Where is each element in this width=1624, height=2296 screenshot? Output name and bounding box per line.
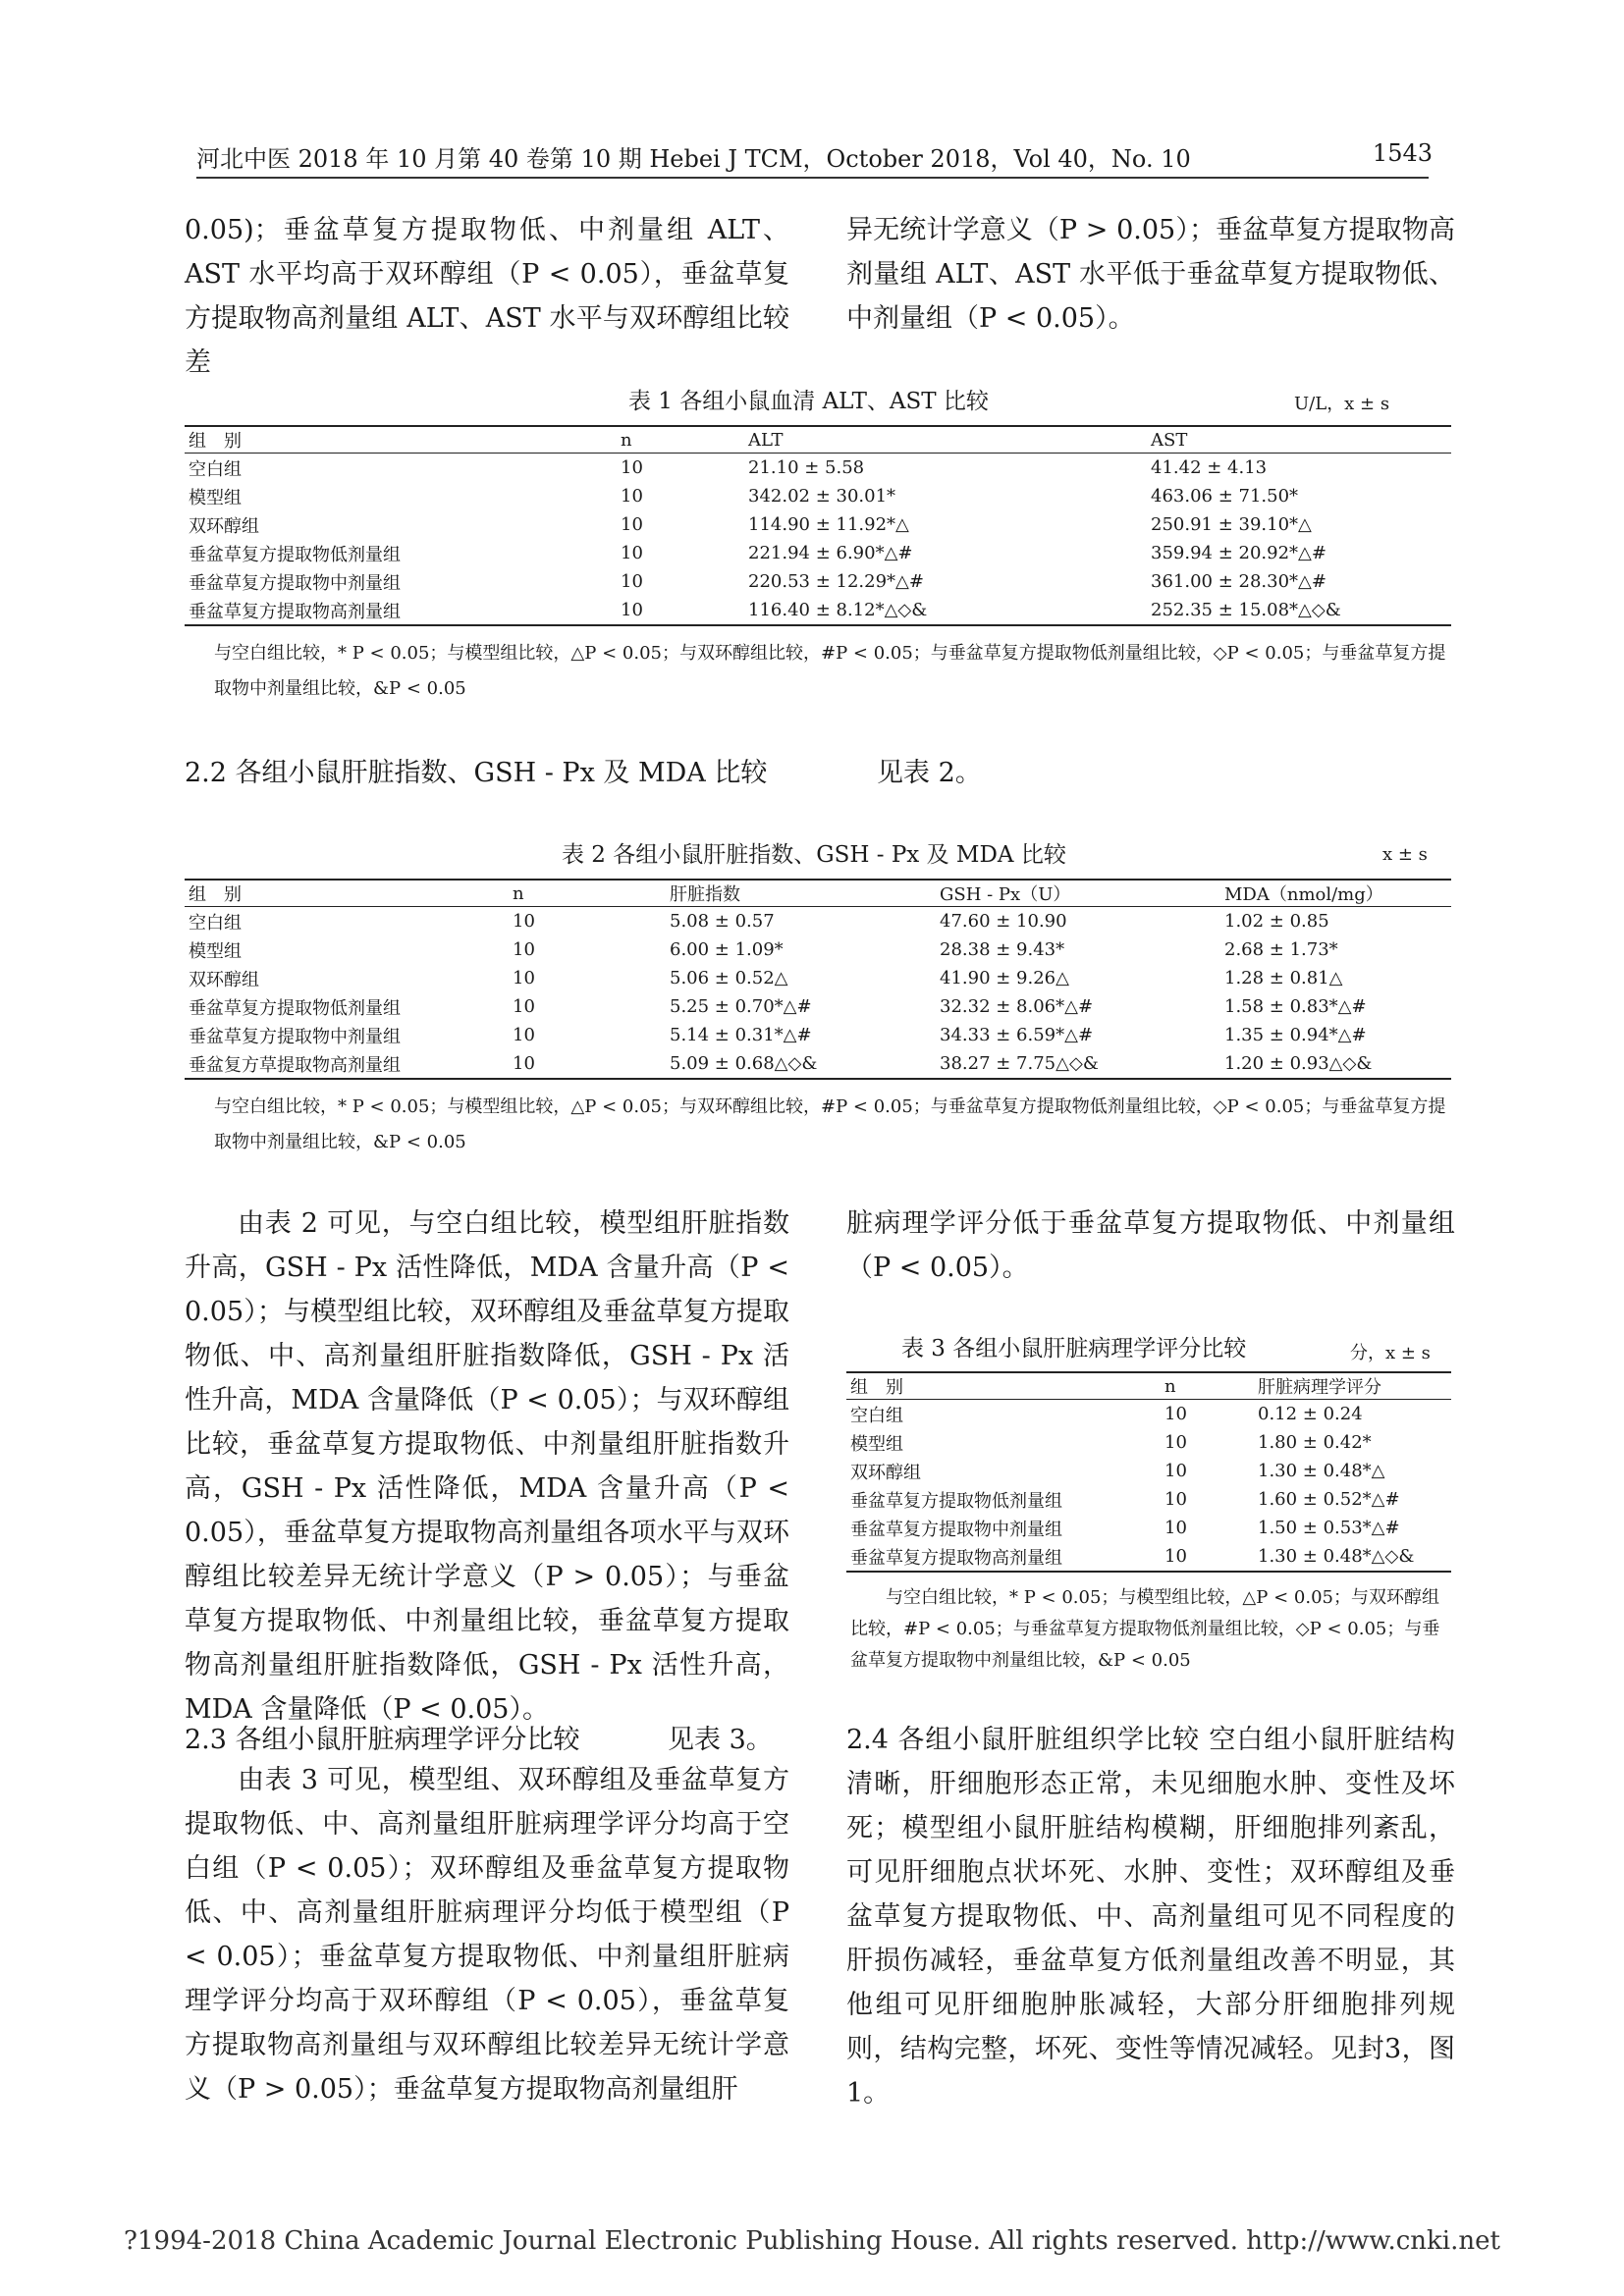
copyright-footer: ?1994-2018 China Academic Journal Electronic Publishing House. All rights reserved. http://www.cnki.net: [124, 2226, 1500, 2256]
table-row: [185, 935, 1451, 964]
table1-cell: 359.94 ± 20.92*△#: [1151, 543, 1326, 563]
table2-header-cell: 肝脏指数: [666, 880, 936, 907]
table2-cell: 6.00 ± 1.09*: [670, 939, 784, 960]
table3-header-row: [846, 1372, 1451, 1400]
section-2-3-title: 2.3 各组小鼠肝脏病理学评分比较: [185, 1725, 580, 1755]
table1-cell: 252.35 ± 15.08*△◇&: [1147, 596, 1451, 625]
table2-header-cell: GSH - Px（U）: [936, 880, 1220, 907]
table2-cell: 垂盆草复方提取物中剂量组: [189, 1026, 401, 1047]
table2-cell: 34.33 ± 6.59*△#: [940, 1025, 1094, 1045]
table3-caption: 表 3 各组小鼠肝脏病理学评分比较: [901, 1336, 1247, 1362]
table-row: [185, 510, 1451, 539]
table1-header-cell: AST: [1147, 426, 1451, 454]
table-row: [846, 1457, 1451, 1485]
header-rule: [196, 177, 1429, 179]
table2-cell: 28.38 ± 9.43*: [940, 939, 1065, 960]
table2: [185, 879, 1451, 1080]
table1-cell: 空白组: [189, 458, 242, 480]
table3: [846, 1371, 1451, 1573]
table3-cell: 1.60 ± 0.52*△#: [1258, 1489, 1400, 1510]
table3-cell: 1.30 ± 0.48*△◇&: [1254, 1542, 1451, 1572]
table-row: [846, 1485, 1451, 1514]
page-header: [0, 0, 1624, 177]
table2-cell: 5.14 ± 0.31*△#: [670, 1025, 812, 1045]
table3-body: [846, 1400, 1451, 1573]
table2-cell: 2.68 ± 1.73*: [1224, 939, 1338, 960]
table2-cell: 模型组: [189, 940, 242, 962]
table2-caption: 表 2 各组小鼠肝脏指数、GSH - Px 及 MDA 比较: [562, 842, 1066, 868]
table3-cell: 10: [1164, 1489, 1187, 1510]
table2-cell: 38.27 ± 7.75△◇&: [936, 1049, 1220, 1079]
table-row: [185, 1049, 1451, 1079]
table3-cell: 1.30 ± 0.48*△: [1258, 1461, 1385, 1481]
table3-cell: 空白组: [850, 1405, 903, 1426]
table2-cell: 10: [513, 1025, 535, 1045]
table-row: [185, 539, 1451, 567]
table1-cell: 10: [621, 457, 643, 478]
table1-header-cell: n: [617, 426, 744, 454]
table2-cell: 空白组: [189, 912, 242, 934]
table-row: [846, 1514, 1451, 1542]
table-row: [185, 964, 1451, 992]
table-row: [846, 1400, 1451, 1429]
table3-cell: 垂盆草复方提取物高剂量组: [846, 1542, 1161, 1572]
table1-note: 与空白组比较，* P < 0.05；与模型组比较，△P < 0.05；与双环醇组比较，#P < 0.05；与垂盆草复方提取物低剂量组比较，◇P < 0.05；与垂盆草复方提取物中剂量组比较，&P < 0.05: [214, 643, 1446, 699]
table2-cell: 41.90 ± 9.26△: [940, 968, 1069, 988]
table1-header-cell: 组 别: [185, 426, 617, 454]
table2-cell: 1.58 ± 0.83*△#: [1224, 996, 1367, 1017]
table3-cell: 10: [1164, 1432, 1187, 1453]
table1-cell: 220.53 ± 12.29*△#: [748, 571, 924, 592]
table-row: [185, 992, 1451, 1021]
table2-header-cell: 组 别: [185, 880, 509, 907]
table-row: [185, 596, 1451, 625]
table2-body: [185, 907, 1451, 1080]
table1-cell: 114.90 ± 11.92*△: [748, 514, 909, 535]
table2-cell: 5.08 ± 0.57: [670, 911, 775, 932]
table2-cell: 1.02 ± 0.85: [1224, 911, 1329, 932]
table-row: [846, 1428, 1451, 1457]
table2-cell: 32.32 ± 8.06*△#: [940, 996, 1094, 1017]
table-row: [185, 567, 1451, 596]
section-2-4-paragraph: 2.4 各组小鼠肝脏组织学比较 空白组小鼠肝脏结构清晰，肝细胞形态正常，未见细胞水肿、变性及坏死；模型组小鼠肝脏结构模糊，肝细胞排列紊乱，可见肝细胞点状坏死、水肿、变性；双环醇组及垂盆草复方提取物低、中、高剂量组可见不同程度的肝损伤减轻，垂盆草复方低剂量组改善不明显，其他组可见肝细胞肿胀减轻，大部分肝细胞排列规则，结构完整，坏死、变性等情况减轻。见封3，图 1。: [846, 1725, 1455, 2109]
table2-cell: 双环醇组: [189, 969, 259, 990]
table2-cell: 1.35 ± 0.94*△#: [1224, 1025, 1367, 1045]
table-row: [185, 1021, 1451, 1049]
table3-cell: 10: [1164, 1518, 1187, 1538]
right-continuation-paragraph: 脏病理学评分低于垂盆草复方提取物低、中剂量组（P < 0.05）。: [846, 1208, 1455, 1283]
table2-cell: 5.09 ± 0.68△◇&: [666, 1049, 936, 1079]
table2-cell: 10: [513, 968, 535, 988]
table2-cell: 垂盆复方草提取物高剂量组: [185, 1049, 509, 1079]
table-row: [185, 454, 1451, 483]
table3-header-cell: 肝脏病理学评分: [1254, 1372, 1451, 1400]
table3-header-cell: 组 别: [846, 1372, 1161, 1400]
table3-cell: 1.50 ± 0.53*△#: [1258, 1518, 1400, 1538]
table1-cell: 116.40 ± 8.12*△◇&: [744, 596, 1147, 625]
table1-cell: 模型组: [189, 487, 242, 508]
table2-cell: 10: [513, 996, 535, 1017]
table3-unit: 分，x ± s: [1350, 1343, 1431, 1363]
table2-cell: 10: [513, 911, 535, 932]
table1-cell: 41.42 ± 4.13: [1151, 457, 1268, 478]
table1-cell: 垂盆草复方提取物中剂量组: [189, 572, 401, 594]
table1-cell: 双环醇组: [189, 515, 259, 537]
top-left-paragraph: 0.05)；垂盆草复方提取物低、中剂量组 ALT、AST 水平均高于双环醇组（P < 0.05），垂盆草复方提取物高剂量组 ALT、AST 水平与双环醇组比较差: [185, 215, 789, 378]
table1-body: [185, 454, 1451, 626]
table2-header-cell: n: [509, 880, 666, 907]
table1-header-cell: ALT: [744, 426, 1147, 454]
table2-cell: 垂盆草复方提取物低剂量组: [189, 997, 401, 1019]
table2-cell: 5.25 ± 0.70*△#: [670, 996, 812, 1017]
table1-caption: 表 1 各组小鼠血清 ALT、AST 比较: [628, 389, 989, 414]
table3-analysis-paragraph: 由表 3 可见，模型组、双环醇组及垂盆草复方提取物低、中、高剂量组肝脏病理学评分均高于空白组（P < 0.05）；双环醇组及垂盆草复方提取物低、中、高剂量组肝脏病理评分均低于模型组（P < 0.05）；垂盆草复方提取物低、中剂量组肝脏病理学评分均高于双环醇组（P < 0.05），垂盆草复方提取物高剂量组与双环醇组比较差异无统计学意义（P > 0.05）；垂盆草复方提取物高剂量组肝: [185, 1765, 789, 2105]
table2-cell: 10: [513, 939, 535, 960]
table3-cell: 0.12 ± 0.24: [1258, 1404, 1363, 1424]
table3-cell: 10: [1164, 1461, 1187, 1481]
page-number: 1543: [1372, 139, 1433, 167]
table1-cell: 463.06 ± 71.50*: [1151, 486, 1299, 507]
table1-cell: 垂盆草复方提取物低剂量组: [189, 544, 401, 565]
table-row: [846, 1542, 1451, 1572]
table1-cell: 10: [621, 571, 643, 592]
table2-cell: 1.28 ± 0.81△: [1224, 968, 1343, 988]
table2-analysis-paragraph: 由表 2 可见，与空白组比较，模型组肝脏指数升高，GSH - Px 活性降低，MDA 含量升高（P < 0.05）；与模型组比较，双环醇组及垂盆草复方提取物低、中、高剂量组肝脏指数降低，GSH - Px 活性升高，MDA 含量降低（P < 0.05）；与双环醇组比较，垂盆草复方提取物低、中剂量组肝脏指数升高，GSH - Px 活性降低，MDA 含量升高（P < 0.05），垂盆草复方提取物高剂量组各项水平与双环醇组比较差异无统计学意义（P > 0.05）；与垂盆草复方提取物低、中剂量组比较，垂盆草复方提取物高剂量组肝脏指数降低，GSH - Px 活性升高，MDA 含量降低（P < 0.05）。: [185, 1208, 789, 1725]
table2-cell: 1.20 ± 0.93△◇&: [1220, 1049, 1451, 1079]
table-row: [185, 482, 1451, 510]
table2-unit: x ± s: [1382, 844, 1428, 865]
table1-cell: 10: [617, 596, 744, 625]
table1-cell: 10: [621, 486, 643, 507]
table1-header-row: [185, 426, 1451, 454]
journal-citation: 河北中医 2018 年 10 月第 40 卷第 10 期 Hebei J TCM，October 2018，Vol 40，No. 10: [196, 145, 1191, 173]
table2-cell: 10: [509, 1049, 666, 1079]
table3-header-cell: n: [1161, 1372, 1254, 1400]
table2-cell: 5.06 ± 0.52△: [670, 968, 788, 988]
table1-cell: 221.94 ± 6.90*△#: [748, 543, 913, 563]
section-2-3-ref: 见表 3。: [668, 1725, 773, 1755]
table3-cell: 10: [1161, 1542, 1254, 1572]
table3-cell: 垂盆草复方提取物中剂量组: [850, 1519, 1062, 1540]
table2-cell: 47.60 ± 10.90: [940, 911, 1067, 932]
top-right-paragraph: 异无统计学意义（P > 0.05）；垂盆草复方提取物高剂量组 ALT、AST 水平低于垂盆草复方提取物低、中剂量组（P < 0.05）。: [846, 215, 1455, 334]
section-2-2-ref: 见表 2。: [877, 758, 982, 788]
table1: [185, 425, 1451, 626]
table3-cell: 双环醇组: [850, 1462, 921, 1483]
table1-cell: 10: [621, 543, 643, 563]
table1-cell: 342.02 ± 30.01*: [748, 486, 896, 507]
table3-cell: 10: [1164, 1404, 1187, 1424]
table2-header-row: [185, 880, 1451, 907]
table3-note: 与空白组比较，* P < 0.05；与模型组比较，△P < 0.05；与双环醇组比较，#P < 0.05；与垂盆草复方提取物低剂量组比较，◇P < 0.05；与垂盆草复方提取物中剂量组比较，&P < 0.05: [850, 1587, 1440, 1671]
table1-cell: 21.10 ± 5.58: [748, 457, 865, 478]
table2-header-cell: MDA（nmol/mg）: [1220, 880, 1451, 907]
table1-cell: 361.00 ± 28.30*△#: [1151, 571, 1326, 592]
table-row: [185, 907, 1451, 936]
table3-cell: 垂盆草复方提取物低剂量组: [850, 1490, 1062, 1512]
section-2-2-title: 2.2 各组小鼠肝脏指数、GSH - Px 及 MDA 比较: [185, 758, 768, 788]
table1-cell: 10: [621, 514, 643, 535]
table3-cell: 1.80 ± 0.42*: [1258, 1432, 1372, 1453]
table1-cell: 250.91 ± 39.10*△: [1151, 514, 1312, 535]
table3-cell: 模型组: [850, 1433, 903, 1455]
table1-cell: 垂盆草复方提取物高剂量组: [185, 596, 617, 625]
table1-unit: U/L，x ± s: [1294, 394, 1390, 414]
table2-note: 与空白组比较，* P < 0.05；与模型组比较，△P < 0.05；与双环醇组比较，#P < 0.05；与垂盆草复方提取物低剂量组比较，◇P < 0.05；与垂盆草复方提取物中剂量组比较，&P < 0.05: [214, 1096, 1446, 1152]
